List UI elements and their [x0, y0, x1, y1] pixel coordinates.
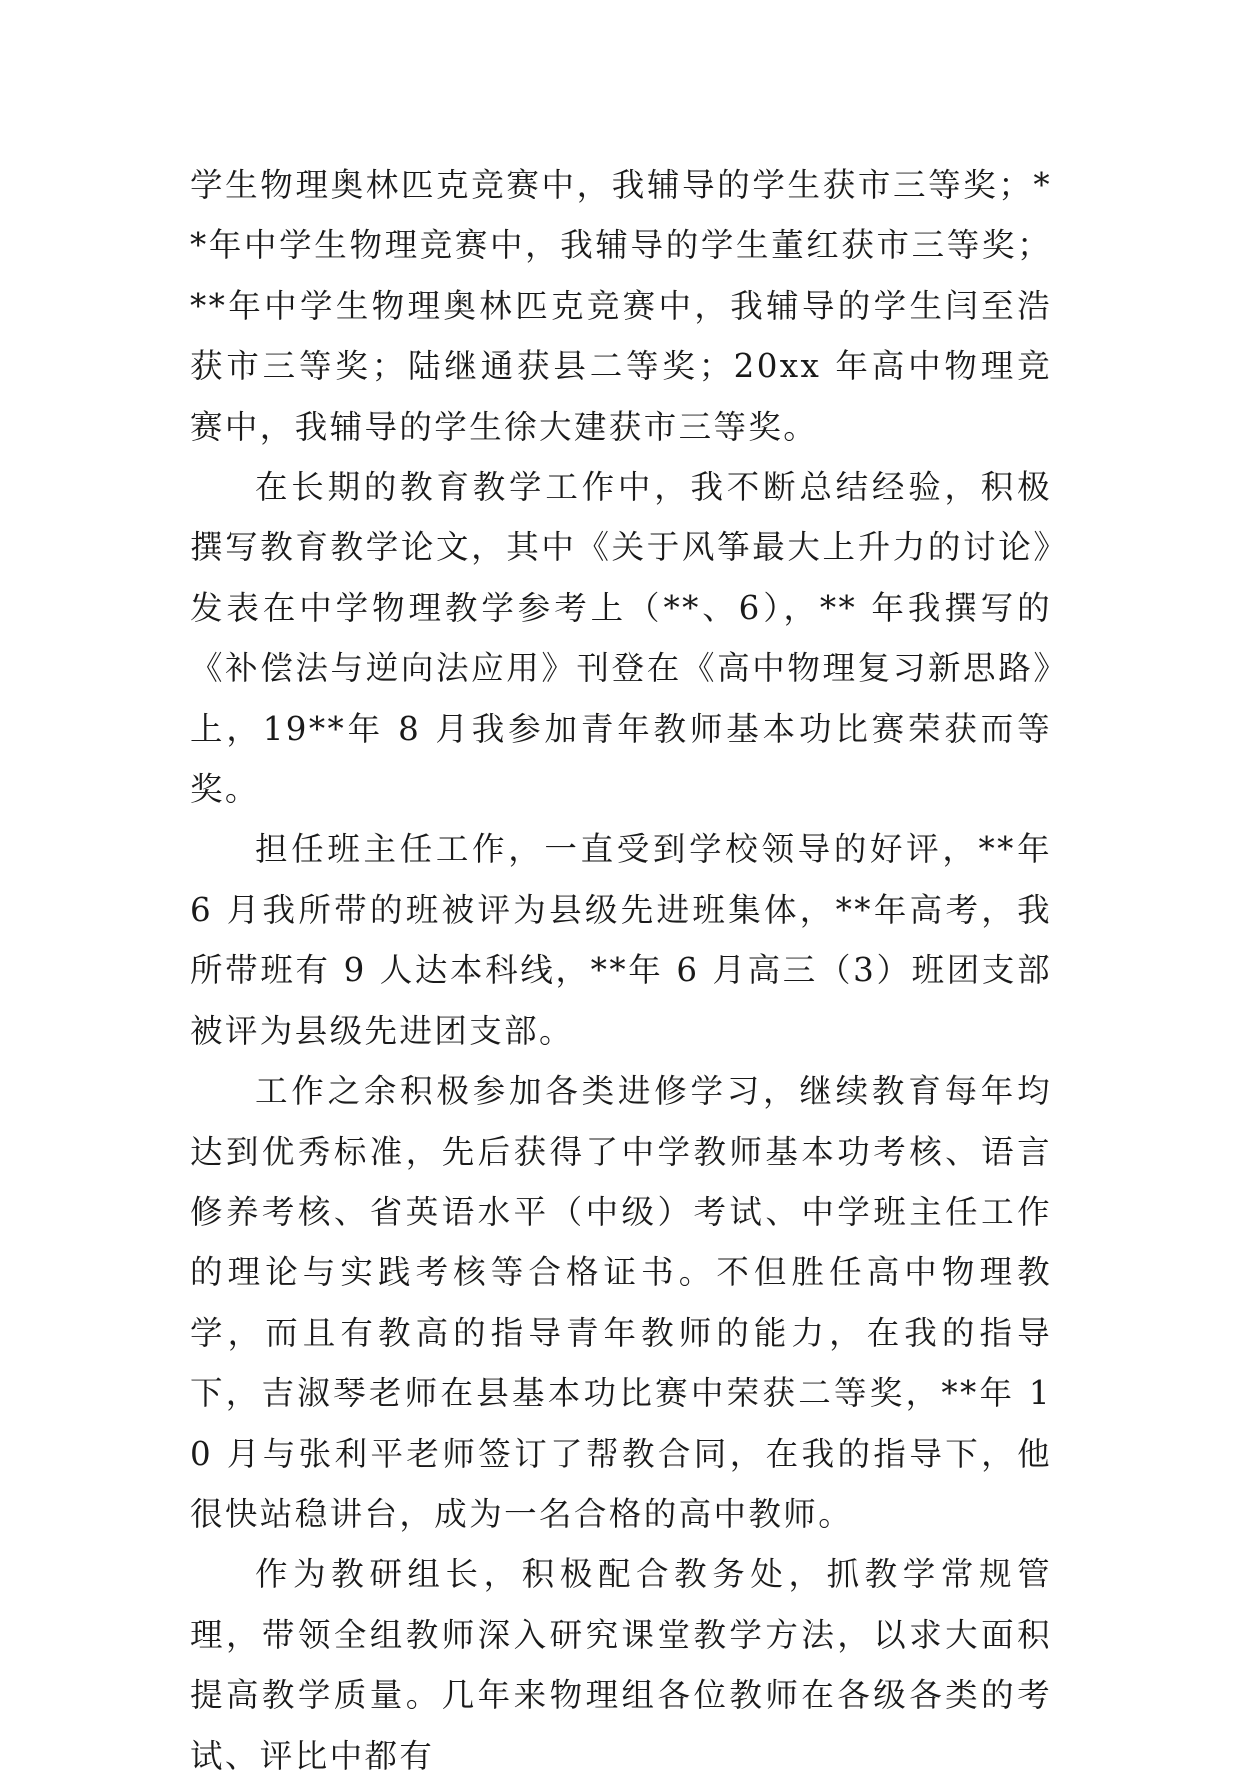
document-body — [190, 155, 1052, 1786]
paragraph-research-group: 作为教研组长，积极配合教务处，抓教学常规管理，带领全组教师深入研究课堂教学方法，以求大面积提高教学质量。几年来物理组各位教师在各级各类的考试、评比中都有 — [190, 1555, 1052, 1775]
paragraph-further-study: 工作之余积极参加各类进修学习，继续教育每年均达到优秀标准，先后获得了中学教师基本功考核、语言修养考核、省英语水平（中级）考试、中学班主任工作的理论与实践考核等合格证书。不但胜任高中物理教学，而且有教高的指导青年教师的能力，在我的指导下，吉淑琴老师在县基本功比赛中荣获二等奖，**年 10 月与张利平老师签订了帮教合同，在我的指导下，他很快站稳讲台，成为一名合格的高中教师。 — [190, 1072, 1052, 1533]
paragraph-awards: 学生物理奥林匹克竞赛中，我辅导的学生获市三等奖；**年中学生物理竞赛中，我辅导的学生董红获市三等奖；**年中学生物理奥林匹克竞赛中，我辅导的学生闫至浩获市三等奖；陆继通获县二等奖；20xx 年高中物理竞赛中，我辅导的学生徐大建获市三等奖。 — [190, 166, 1052, 446]
paragraph-class-teacher: 担任班主任工作，一直受到学校领导的好评，**年 6 月我所带的班被评为县级先进班集体，**年高考，我所带班有 9 人达本科线，**年 6 月高三（3）班团支部被评为县级先进团支部。 — [190, 830, 1052, 1050]
paragraph-papers: 在长期的教育教学工作中，我不断总结经验，积极撰写教育教学论文，其中《关于风筝最大上升力的讨论》发表在中学物理教学参考上（**、6），** 年我撰写的《补偿法与逆向法应用》刊登在《高中物理复习新思路》上，19**年 8 月我参加青年教师基本功比赛荣获而等奖。 — [190, 468, 1052, 809]
